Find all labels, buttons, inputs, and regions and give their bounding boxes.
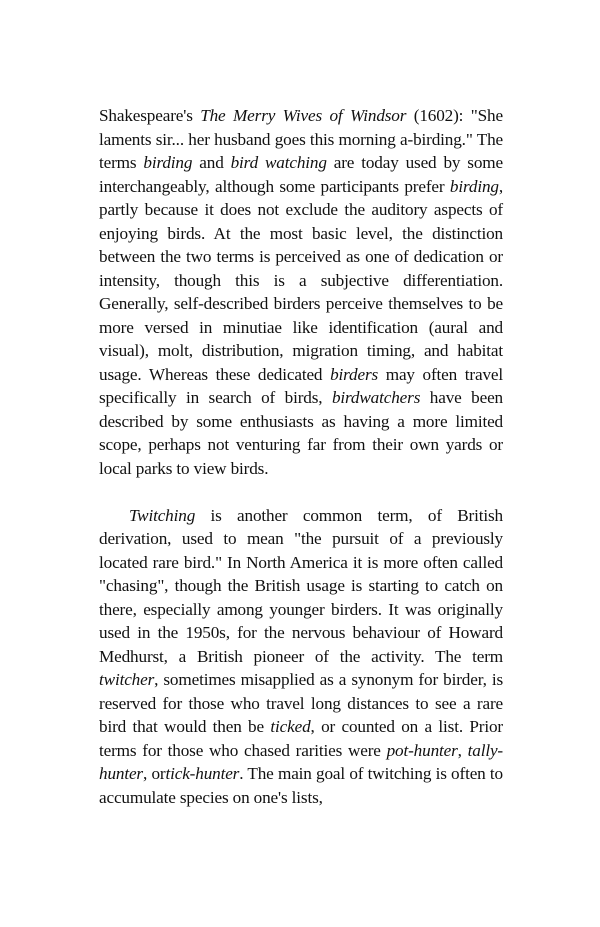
term-pot-hunter: pot-hunter [386, 740, 458, 760]
term-tally-hunter: tally-hunter [99, 740, 503, 783]
book-title: The Merry Wives of Windsor [200, 106, 407, 125]
term-birding: birding [143, 153, 193, 172]
term-birdwatchers: birdwatchers [331, 388, 421, 407]
text-run: are today used by some interchangeably, although some participants prefer [99, 153, 503, 196]
text-run: , [457, 740, 468, 760]
text-run: (1602): "She laments sir... her husband goes this morning a-birding." The terms [99, 106, 503, 172]
text-run: , or [142, 764, 166, 783]
text-run: have been described by some enthusiasts as having a more limited scope, perhaps not venturing far from their own yards or local parks to view birds. [99, 388, 503, 478]
text-run: and [192, 153, 231, 172]
term-ticked: ticked [270, 717, 311, 736]
text-run: may often travel specifically in search of birds, [99, 364, 504, 407]
text-run: . The main goal of twitching is often to accumulate species on one's lists, [99, 764, 503, 807]
term-twitcher: twitcher [99, 670, 155, 689]
text-run: is another common term, of British derivation, used to mean "the pursuit of a previously located rare bird." In North America it is more often called "chasing", though the British usage is starting to catch on there, especially among younger birders. It was originally used in the 1950s, for the nervous behaviour of Howard Medhurst, a British pioneer of the activity. The term [99, 505, 503, 666]
paragraph-twitching [99, 504, 503, 810]
paragraph-birding [99, 104, 503, 480]
text-run: , or counted on a list. Prior terms for those who chased rarities were [99, 717, 503, 760]
text-run: , partly because it does not exclude the auditory aspects of enjoying birds. At the most basic level, the distinction between the two terms is perceived as one of dedication or intensity, though this is a subjective differentiation. Generally, self-described birders perceive themselves to be more versed in minutiae like identification (aural and visual), molt, distribution, migration timing, and habitat usage. Whereas these dedicated [99, 176, 503, 384]
term-twitching: Twitching [129, 505, 196, 525]
document-page [99, 104, 503, 809]
term-bird-watching: bird watching [230, 153, 327, 172]
term-birders: birders [330, 364, 379, 384]
text-run: Shakespeare's [99, 106, 201, 125]
term-birding: birding [449, 176, 499, 196]
text-run: , sometimes misapplied as a synonym for birder, is reserved for those who travel long distances to see a rare bird that would then be [99, 670, 503, 736]
term-tick-hunter: tick-hunter [165, 764, 240, 783]
